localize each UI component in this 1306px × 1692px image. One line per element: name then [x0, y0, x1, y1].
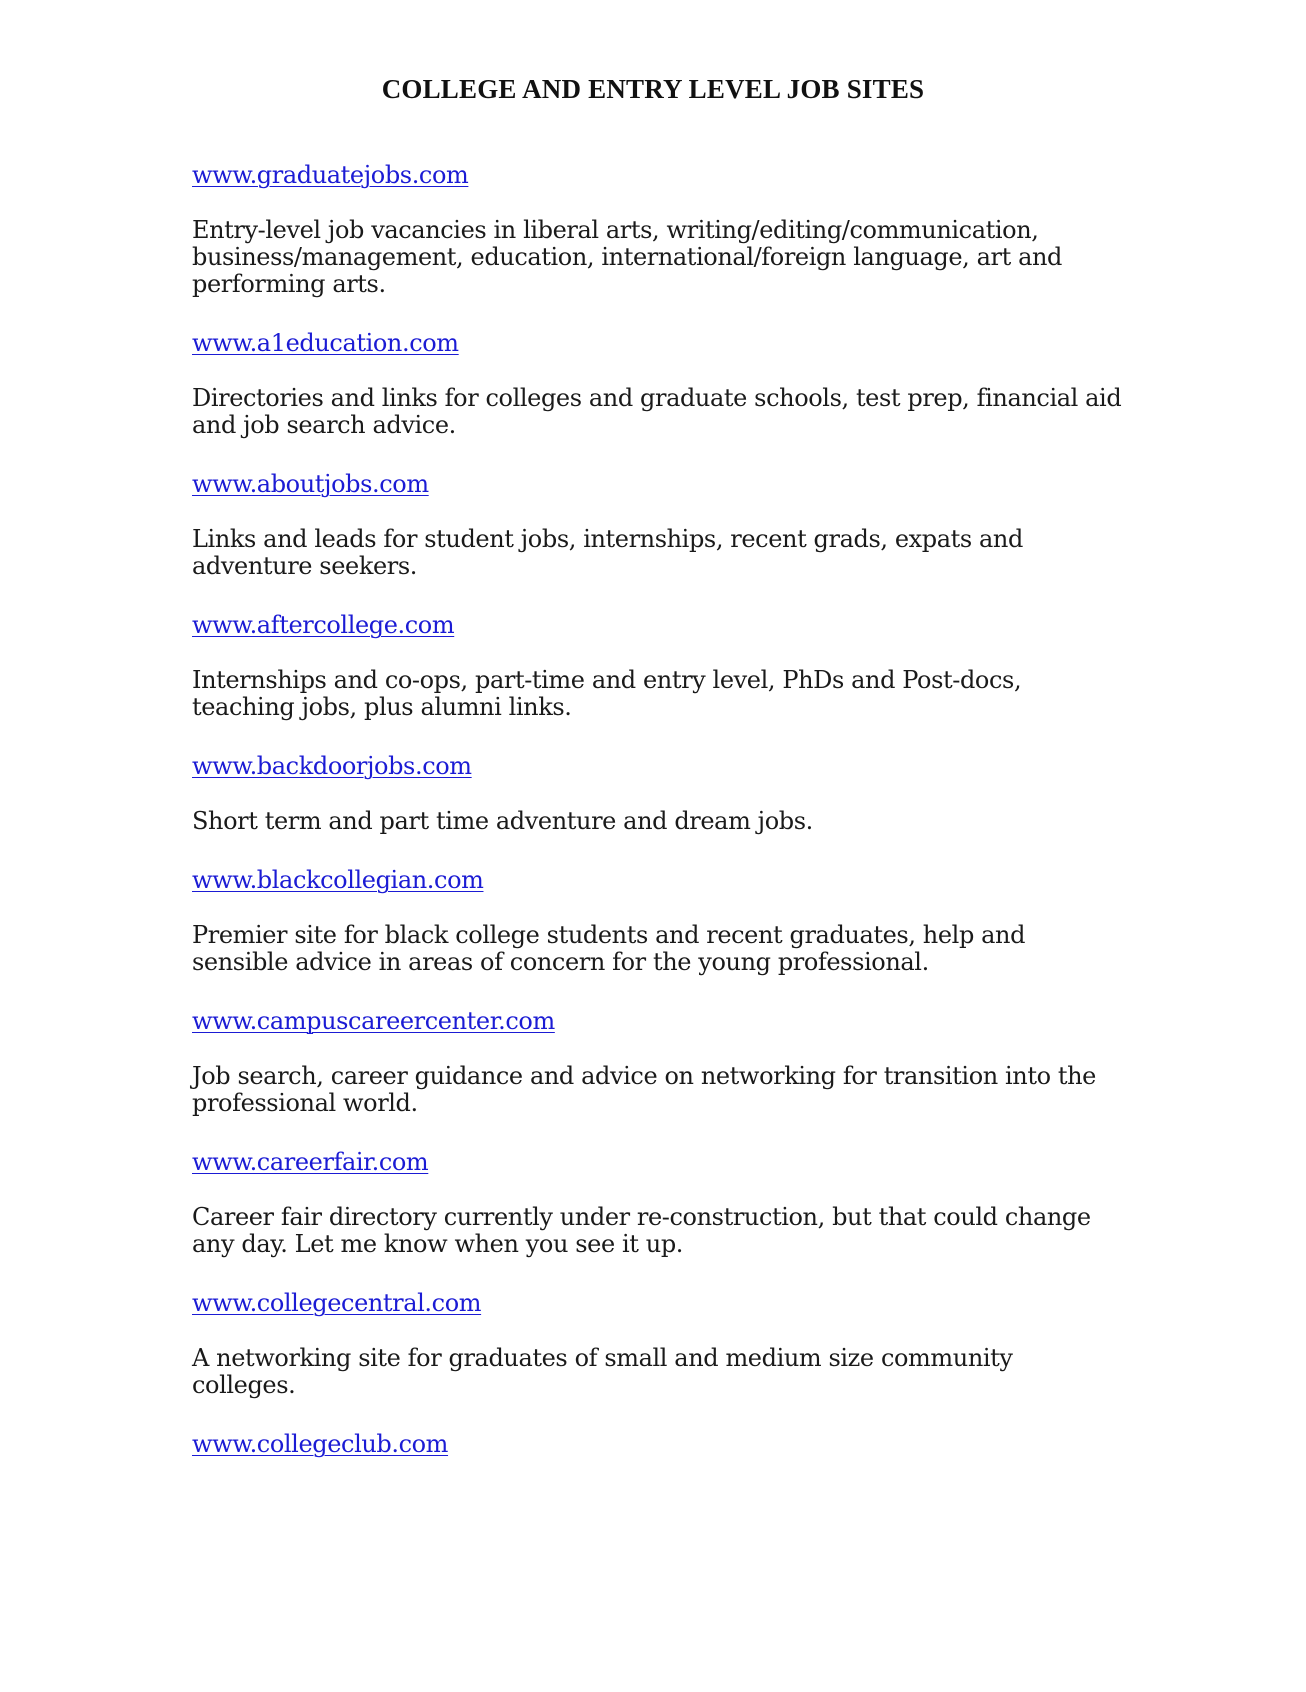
- site-description-backdoorjobs: Short term and part time adventure and dream jobs.: [192, 807, 813, 835]
- site-link-collegecentral[interactable]: www.collegecentral.com: [192, 1289, 482, 1317]
- site-link-careerfair[interactable]: www.careerfair.com: [192, 1148, 429, 1176]
- site-link-a1education[interactable]: www.a1education.com: [192, 329, 459, 357]
- site-link-aftercollege[interactable]: www.aftercollege.com: [192, 611, 455, 639]
- site-link-campuscareercenter[interactable]: www.campuscareercenter.com: [192, 1007, 555, 1035]
- site-description-graduatejobs: Entry-level job vacancies in liberal arts, writing/editing/communication, business/management, education, international/foreign language, art and performing arts.: [192, 216, 1062, 298]
- site-description-blackcollegian: Premier site for black college students and recent graduates, help and sensible advice in areas of concern for the young professional.: [192, 921, 1026, 976]
- document-title: COLLEGE AND ENTRY LEVEL JOB SITES: [381, 74, 925, 104]
- site-description-campuscareercenter: Job search, career guidance and advice on networking for transition into the professional world.: [192, 1062, 1096, 1117]
- job-site-list: [192, 160, 1122, 1459]
- site-description-aboutjobs: Links and leads for student jobs, internships, recent grads, expats and adventure seekers.: [192, 525, 1023, 580]
- site-description-careerfair: Career fair directory currently under re-construction, but that could change any day. Let me know when you see it up.: [192, 1203, 1091, 1258]
- site-link-aboutjobs[interactable]: www.aboutjobs.com: [192, 470, 429, 498]
- site-link-graduatejobs[interactable]: www.graduatejobs.com: [192, 161, 469, 189]
- site-description-aftercollege: Internships and co-ops, part-time and entry level, PhDs and Post-docs, teaching jobs, plus alumni links.: [192, 666, 1022, 721]
- site-description-collegecentral: A networking site for graduates of small and medium size community colleges.: [192, 1344, 1013, 1399]
- site-link-blackcollegian[interactable]: www.blackcollegian.com: [192, 866, 484, 894]
- site-link-backdoorjobs[interactable]: www.backdoorjobs.com: [192, 752, 472, 780]
- site-description-a1education: Directories and links for colleges and graduate schools, test prep, financial aid and job search advice.: [192, 384, 1122, 439]
- site-link-collegeclub[interactable]: www.collegeclub.com: [192, 1430, 449, 1458]
